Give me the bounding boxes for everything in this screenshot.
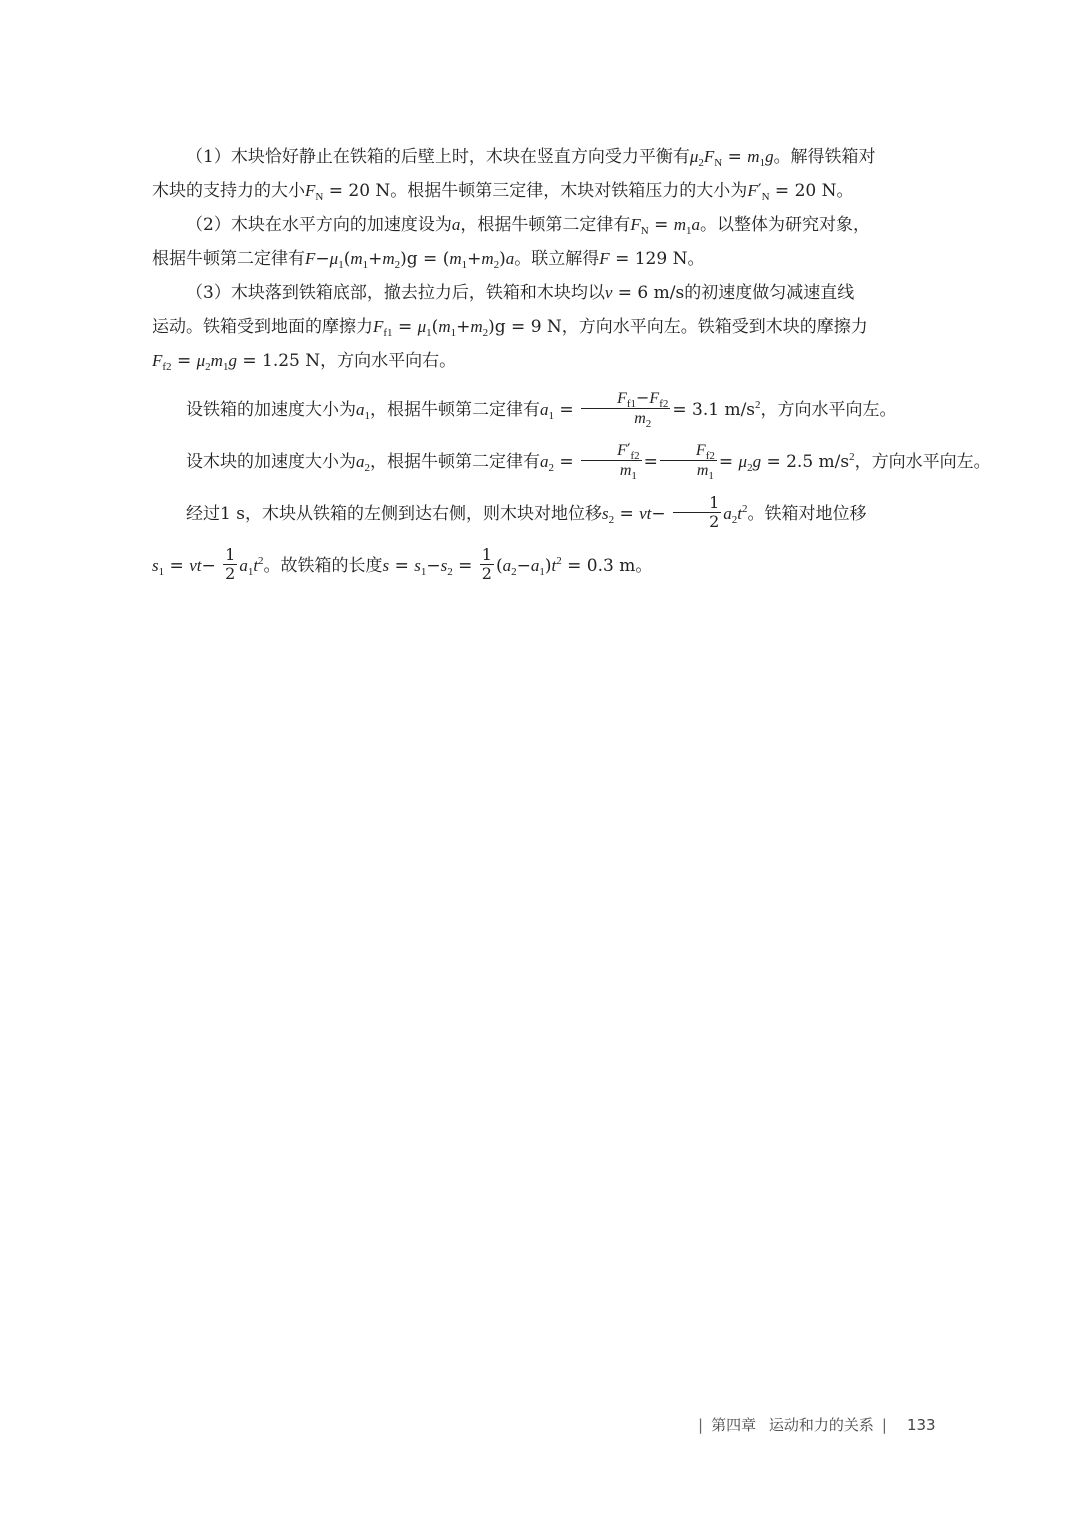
paragraph-1: （1）木块恰好静止在铁箱的后壁上时，木块在竖直方向受力平衡有$\mu_2F_N = m_1g$。解得铁箱对 木块的支持力的大小$F_N = 20$ N。根据牛顿第三定律，木块对铁箱压力的大小为$F'_N = 20$ N。 bbox=[152, 147, 876, 203]
paragraph-2: （2）木块在水平方向的加速度设为a，根据牛顿第二定律有$F_N = m_1a$。以整体为研究对象， 根据牛顿第二定律有$F-\mu_1(m_1+m_2)g = (m_1+m_2)a$。联立解得F = 129 N。 bbox=[152, 215, 871, 271]
fraction-a1: $\frac{F_{f1}-F_{f2}}{m_2}$ bbox=[581, 389, 670, 429]
fraction-half-3: $\frac{1}{2}$ bbox=[481, 544, 492, 583]
paragraph-6: 经过1 s，木块从铁箱的左侧到达右侧，则木块对地位移$s_2 = vt-$ $\frac{1}{2}$ $a_2t^2$。铁箱对地位移 bbox=[186, 492, 867, 531]
fraction-half-2: $\frac{1}{2}$ bbox=[225, 544, 236, 583]
page-number: 133 bbox=[906, 1416, 936, 1434]
paragraph-4: 设铁箱的加速度大小为$a_1$，根据牛顿第二定律有$a_1$ = $\frac{F_{f1}-F_{f2}}{m_2}$ = 3.1 $m/s^2$，方向水平向左。 bbox=[186, 387, 897, 430]
fraction-a2-1: $\frac{F'_{f2}}{m_1}$ bbox=[581, 441, 642, 481]
paragraph-6-cont: $s_1 = vt-$ $\frac{1}{2}$ $a_1t^2$。故铁箱的长度$s = s_1-s_2$ = $\frac{1}{2}$ $(a_2-a_1)t^2 = 0.3$ m。 bbox=[152, 544, 653, 583]
paragraph-5: 设木块的加速度大小为$a_2$，根据牛顿第二定律有$a_2$ = $\frac{F'_{f2}}{m_1}$ = $\frac{F_{f2}}{m_1}$ = $\mu_2g = 2.5$ $m/s^2$，方向水平向左。 bbox=[186, 439, 991, 482]
footer-divider: | bbox=[698, 1416, 704, 1434]
fraction-a2-2: $\frac{F_{f2}}{m_1}$ bbox=[660, 441, 717, 481]
paragraph-3: （3）木块落到铁箱底部，撤去拉力后，铁箱和木块均以v = 6 m/s的初速度做匀减速直线 运动。铁箱受到地面的摩擦力$F_{f1} = \mu_1(m_1+m_2)g = 9$ N，方向水平向左。铁箱受到木块的摩擦力 $F_{f2} = \mu_2m_1g = 1.25$ N，方向水平向右。 bbox=[152, 283, 868, 373]
solution-text bbox=[152, 140, 991, 592]
chapter-title: 运动和力的关系 bbox=[768, 1416, 874, 1434]
chapter-label: 第四章 bbox=[711, 1416, 757, 1434]
page-footer bbox=[690, 1414, 936, 1435]
footer-divider: | bbox=[881, 1416, 887, 1434]
fraction-half-1: $\frac{1}{2}$ bbox=[673, 494, 721, 532]
